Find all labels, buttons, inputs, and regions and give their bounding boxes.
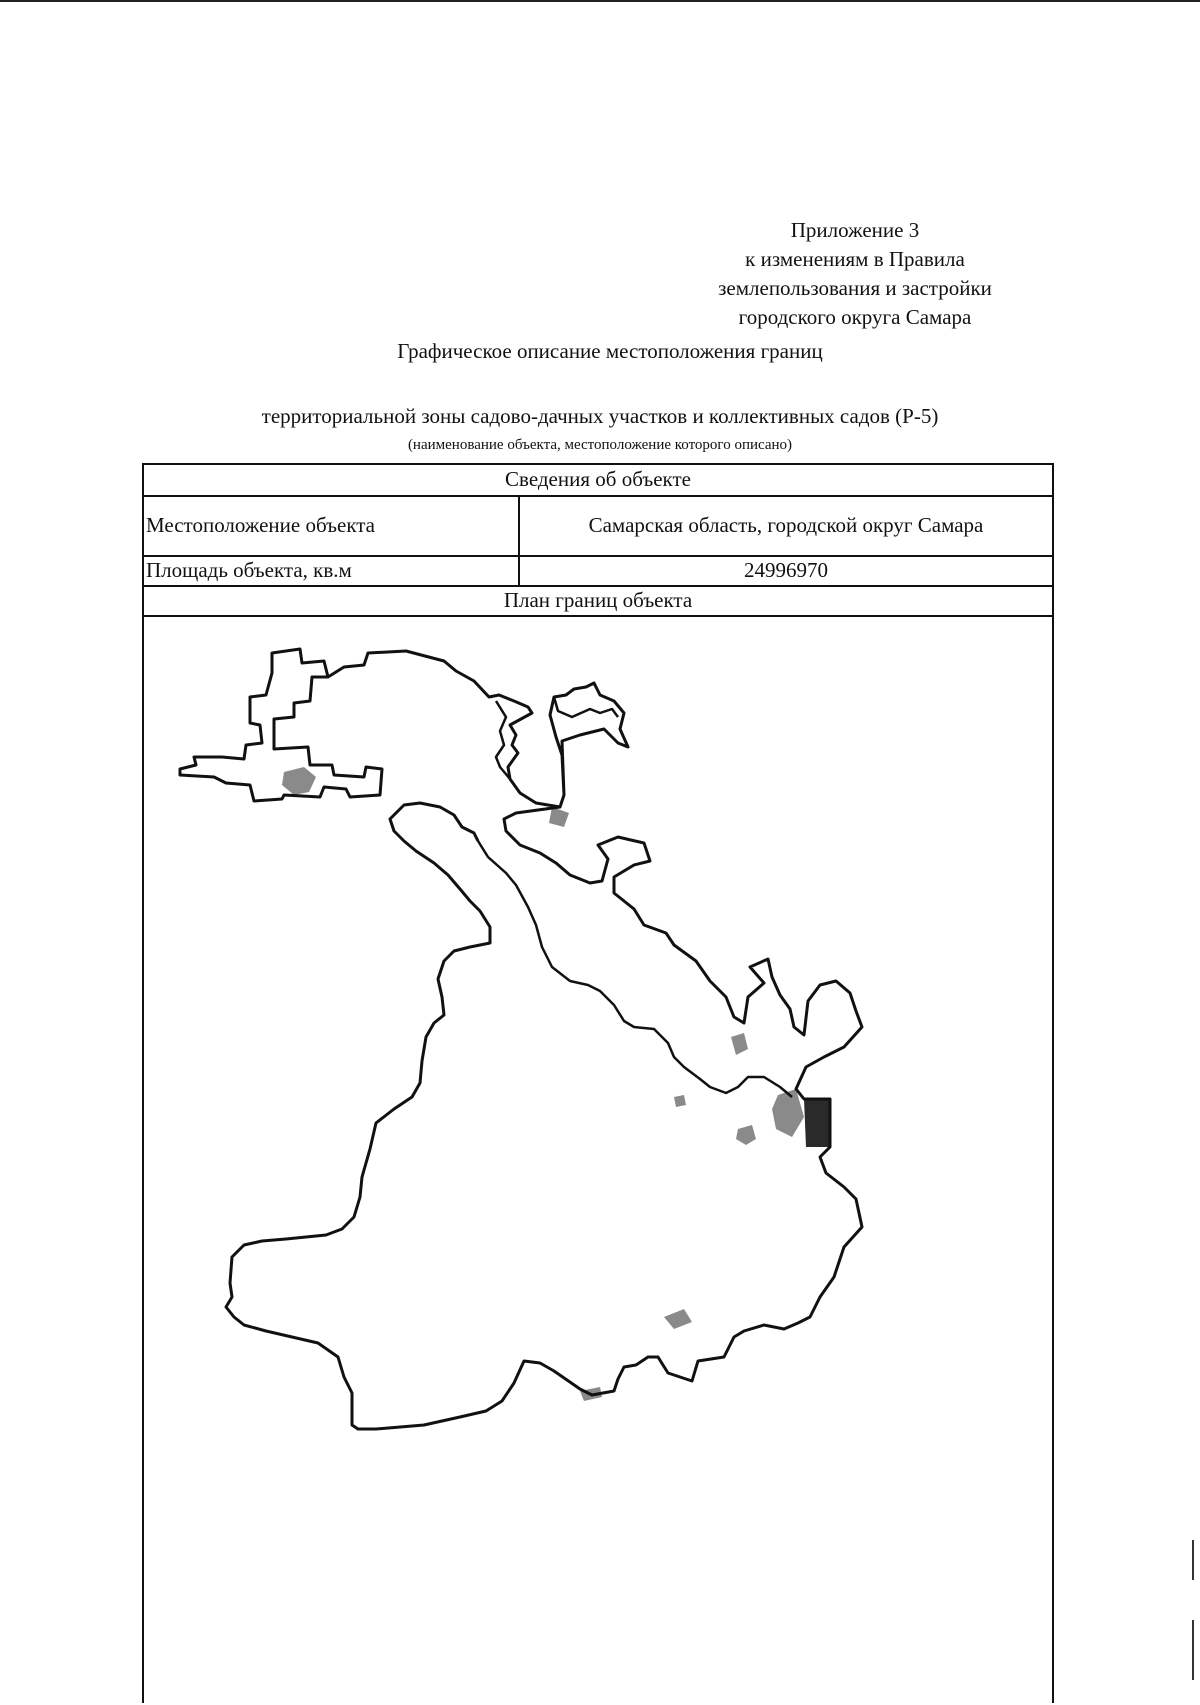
table-header: Сведения об объекте: [505, 467, 691, 491]
area-label: Площадь объекта, кв.м: [144, 557, 520, 585]
boundary-map: [144, 617, 1052, 1705]
zone-patch-e3: [736, 1125, 756, 1145]
zone-patch-n: [549, 807, 569, 827]
zone-shading: [282, 767, 804, 1401]
plan-header: План границ объекта: [503, 588, 693, 612]
zone-patch-c1: [674, 1095, 686, 1107]
appendix-line-4: городского округа Самара: [738, 305, 972, 329]
zone-patch-nw: [282, 767, 316, 795]
boundary-plan: [144, 617, 1052, 1705]
scan-margin-mark-right-2: [1192, 1620, 1194, 1680]
location-label: Местоположение объекта: [144, 497, 520, 555]
object-info-table: [142, 463, 1054, 1703]
boundary-outline-west: [180, 649, 382, 801]
scan-margin-mark-right: [1192, 1540, 1194, 1580]
area-row: [144, 557, 1052, 587]
location-value: Самарская область, городской округ Самара: [588, 513, 984, 537]
area-value: 24996970: [744, 558, 828, 582]
scan-edge: [0, 0, 1200, 8]
plan-header-row: [144, 587, 1052, 617]
location-row: [144, 497, 1052, 557]
boundary-outline-river-inner: [478, 841, 792, 1097]
zone-patch-e1: [731, 1033, 748, 1055]
zone-patch-e2: [772, 1089, 804, 1137]
boundary-outline-main: [226, 651, 862, 1429]
object-name-caption: (наименование объекта, местоположение которого описано): [407, 437, 793, 453]
zone-patch-dark: [804, 1099, 830, 1147]
appendix-line-3: землепользования и застройки: [718, 276, 992, 300]
appendix-line-2: к изменениям в Правила: [745, 247, 965, 271]
document-title-line-1: Графическое описание местоположения границ: [397, 339, 823, 363]
appendix-header: [620, 216, 1090, 332]
appendix-line-1: Приложение 3: [790, 218, 920, 242]
zone-patch-s: [664, 1309, 692, 1329]
table-header-row: [144, 465, 1052, 497]
document-title-line-2: территориальной зоны садово-дачных участков и коллективных садов (Р-5): [261, 404, 939, 428]
